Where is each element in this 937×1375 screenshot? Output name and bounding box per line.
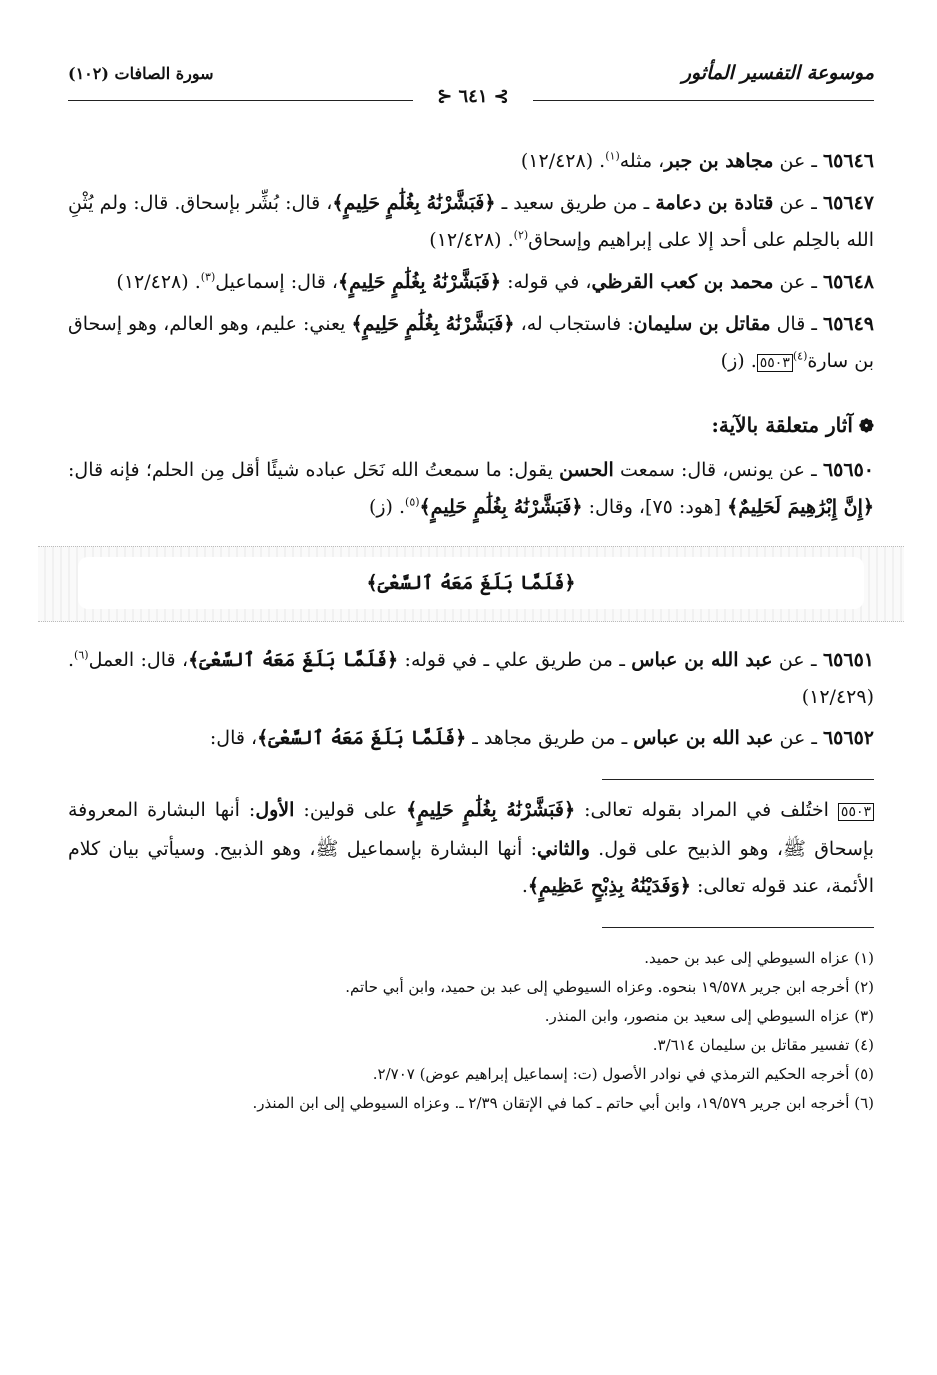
narrator: عبد الله بن عباس [633,727,774,749]
hadith-entry: ٦٥٦٥٢ ـ عن عبد الله بن عباس ـ من طريق مجاهد ـ ﴿فَلَمَّا بَلَغَ مَعَهُ ٱلسَّعْىَ﴾، قال: [209,727,874,749]
quran-quote: ﴿فَبَشَّرْنَٰهُ بِغُلَٰمٍ حَلِيمٍ﴾ [406,799,576,821]
flower-ornament-icon: ❁ [858,416,874,437]
hadith-entry: ٦٥٦٥١ ـ عن عبد الله بن عباس ـ من طريق علي ـ في قوله: ﴿فَلَمَّا بَلَغَ مَعَهُ ٱلسَّعْىَ﴾، قال: العمل$^{(٦)}$. (١٢/٤٢٩) [68,648,874,708]
page [68,58,874,1118]
book-title: موسوعة التفسير المأثور [681,62,874,84]
entry-number: ٦٥٦٤٨ [822,271,874,293]
hadith-entry: ٦٥٦٥٠ ـ عن يونس، قال: سمعت الحسن يقول: ما سمعتُ الله نَحَل عباده شيئًا أقل مِن الحلم؛ فإنه قال: ﴿إِنَّ إِبْرَٰهِيمَ لَحَلِيمٌ﴾ [هود: ٧٥]، وقال: ﴿فَبَشَّرْنَٰهُ بِغُلَٰمٍ حَلِيمٍ﴾$^{(٥)}$. (ز) [68,459,874,518]
footnote-item: (٢) أخرجه ابن جرير ١٩/٥٧٨ بنحوه. وعزاه السيوطي إلى عبد بن حميد، وابن أبي حاتم. [345,978,874,996]
entry-number: ٦٥٦٥٢ [822,727,874,749]
narrator: مقاتل بن سليمان [633,313,771,335]
footnote-divider [602,927,874,928]
footnote-item: (١) عزاه السيوطي إلى عبد بن حميد. [644,949,874,967]
hadith-entry: ٦٥٦٤٨ ـ عن محمد بن كعب القرظي، في قوله: ﴿فَبَشَّرْنَٰهُ بِغُلَٰمٍ حَلِيمٍ﴾، قال: إسماعيل$^{(٣)}$. (١٢/٤٢٨) [116,270,874,293]
entry-number: ٦٥٦٥٠ [822,459,874,481]
hadith-entry: ٦٥٦٤٦ ـ عن مجاهد بن جبر، مثله$^{(١)}$. (١٢/٤٢٨) [520,149,874,172]
footnote-ref: (٦) [74,648,89,662]
narrator: عبد الله بن عباس [631,649,773,671]
quran-quote: ﴿فَبَشَّرْنَٰهُ بِغُلَٰمٍ حَلِيمٍ﴾ [332,192,496,214]
entry-number: ٦٥٦٥١ [822,649,874,671]
quran-quote: ﴿وَفَدَيْنَٰهُ بِذِبْحٍ عَظِيمٍ﴾ [527,875,691,897]
quran-quote: ﴿إِنَّ إِبْرَٰهِيمَ لَحَلِيمٌ﴾ [727,496,874,518]
narrator: محمد بن كعب القرظي [591,271,774,293]
entry-number: ٦٥٦٤٧ [822,192,874,214]
footnote-ref: (٥) [405,495,420,509]
footnote-item: (٦) أخرجه ابن جرير ١٩/٥٧٩، وابن أبي حاتم ـ كما في الإتقان ٢/٣٩ ـ. وعزاه السيوطي إلى ابن المنذر. [252,1094,874,1112]
entry-number: ٦٥٦٤٩ [822,313,875,335]
quran-quote: ﴿فَبَشَّرْنَٰهُ بِغُلَٰمٍ حَلِيمٍ﴾ [419,496,583,518]
running-header [68,58,874,107]
entry-number: ٦٥٦٤٦ [822,150,874,172]
footnote-ref: (٢) [513,228,529,242]
surah-label: سورة الصافات (١٠٢) [68,64,214,83]
divider [602,779,874,780]
footnote-ref: (٣) [200,270,216,284]
footnote-item: (٥) أخرجه الحكيم الترمذي في نوادر الأصول (ت: إسماعيل إبراهيم عوض) ٢/٧٠٧. [372,1065,874,1083]
narrator: مجاهد بن جبر [664,150,774,172]
quran-quote: ﴿فَلَمَّا بَلَغَ مَعَهُ ٱلسَّعْىَ﴾ [188,649,399,671]
commentary-ref-box: ٥٥٠٣ [838,803,874,821]
ayah-banner [38,546,904,622]
footnote-ref: (٤) [792,349,808,363]
footnote-ref: (١) [605,149,620,163]
footnote-item: (٤) تفسير مقاتل بن سليمان ٣/٦١٤. [652,1036,874,1054]
narrator: الحسن [559,459,614,481]
page-number: ⊱ ٦٤١ ⊰ [413,86,533,107]
hadith-entry: ٦٥٦٤٩ ـ قال مقاتل بن سليمان: فاستجاب له، ﴿فَبَشَّرْنَٰهُ بِغُلَٰمٍ حَلِيمٍ﴾ يعني: عليم، وهو العالم، وهو إسحاق بن سارة$^{(٤)}$٥٥٠٣. (ز) [68,313,875,372]
quran-quote: ﴿فَبَشَّرْنَٰهُ بِغُلَٰمٍ حَلِيمٍ﴾ [351,313,515,335]
ayah-text: ﴿فَلَمَّا بَلَغَ مَعَهُ ٱلسَّعْىَ﴾ [78,557,864,609]
footnote-item: (٣) عزاه السيوطي إلى سعيد بن منصور، وابن المنذر. [544,1007,874,1025]
hadith-entry: ٦٥٦٤٧ ـ عن قتادة بن دعامة ـ من طريق سعيد ـ ﴿فَبَشَّرْنَٰهُ بِغُلَٰمٍ حَلِيمٍ﴾، قال: بُشِّر بإسحاق. قال: ولم يُثْنِ الله بالحِلم على أحد إلا على إبراهيم وإسحاق$^{(٢)}$. (١٢/٤٢٨) [68,192,874,251]
quran-quote: ﴿فَبَشَّرْنَٰهُ بِغُلَٰمٍ حَلِيمٍ﴾ [338,271,502,293]
quran-quote: ﴿فَلَمَّا بَلَغَ مَعَهُ ٱلسَّعْىَ﴾ [257,727,467,749]
narrator: قتادة بن دعامة [655,192,774,214]
commentary-note: ٥٥٠٣ اختُلف في المراد بقوله تعالى: ﴿فَبَشَّرْنَٰهُ بِغُلَٰمٍ حَلِيمٍ﴾ على قولين: الأول: أنها البشارة المعروفة بإسحاق ﷺ، وهو الذبيح على قول. والثاني: أنها البشارة بإسماعيل ﷺ، وهو الذبيح. وسيأتي بيان كلام الأئمة، عند قوله تعالى: ﴿وَفَدَيْنَٰهُ بِذِبْحٍ عَظِيمٍ﴾. [68,799,874,897]
commentary-ref-box: ٥٥٠٣ [757,354,793,372]
footnotes [68,944,874,1118]
section-heading: ❁آثار متعلقة بالآية: [711,413,874,437]
